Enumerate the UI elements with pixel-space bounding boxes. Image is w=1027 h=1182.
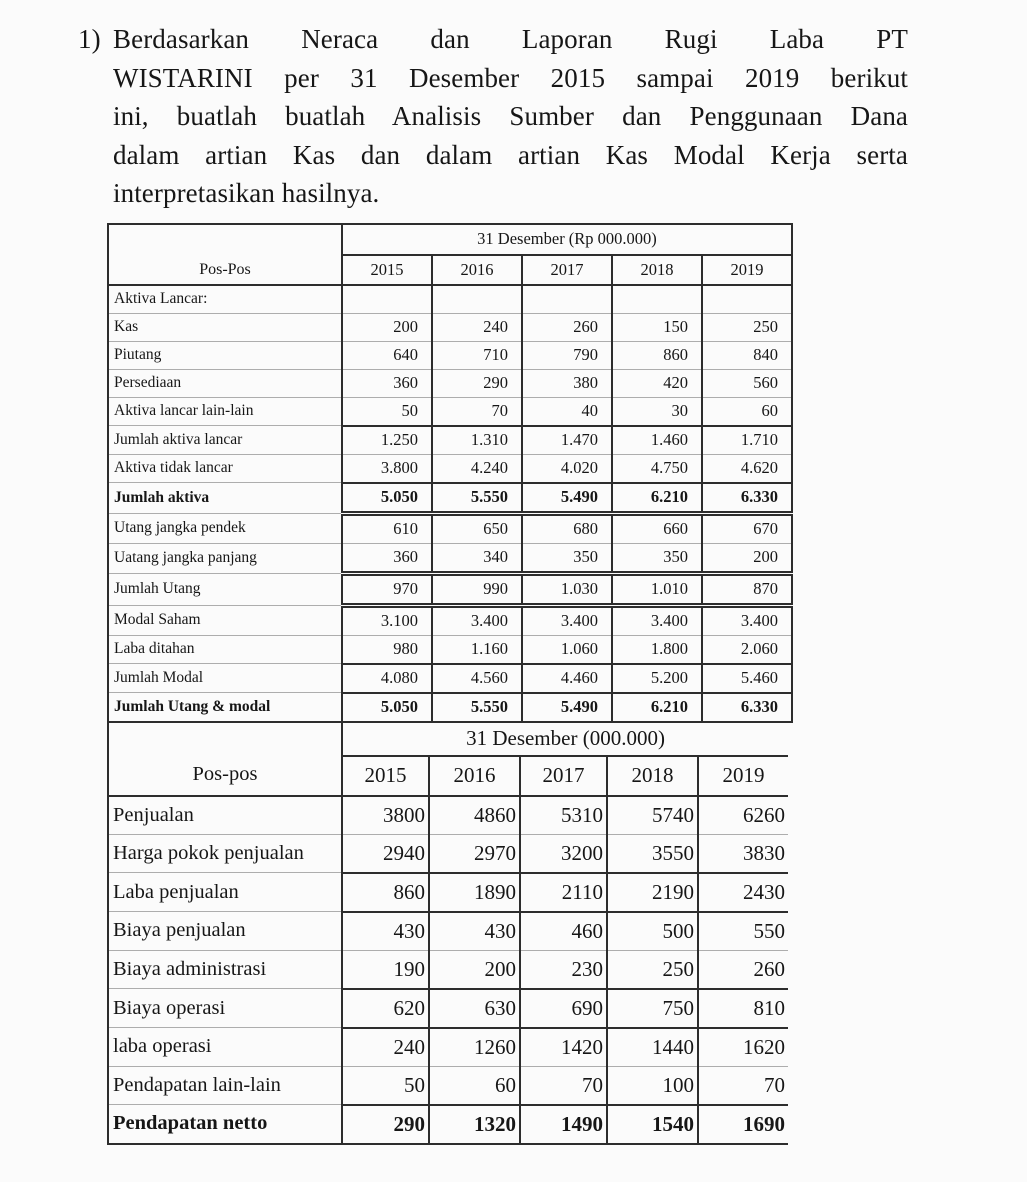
cell-value: 5.200: [612, 664, 702, 693]
cell-value: 620: [342, 989, 429, 1028]
cell-value: 70: [698, 1066, 788, 1105]
cell-value: 190: [342, 950, 429, 989]
row-label: Laba penjualan: [108, 873, 342, 912]
table-row: [108, 796, 788, 835]
cell-value: 1.710: [702, 426, 792, 455]
question-text: [113, 20, 908, 213]
table-row: [108, 1066, 788, 1105]
cell-value: 6260: [698, 796, 788, 835]
cell-value: 5310: [520, 796, 607, 835]
cell-value: 30: [612, 397, 702, 426]
cell-value: 630: [429, 989, 520, 1028]
cell-value: 4.560: [432, 664, 522, 693]
year-header: 2015: [342, 255, 432, 285]
question-line: interpretasikan hasilnya.: [113, 178, 380, 208]
cell-value: 1.010: [612, 573, 702, 605]
cell-value: 200: [342, 313, 432, 341]
cell-value: 1490: [520, 1105, 607, 1144]
cell-value: 990: [432, 573, 522, 605]
table-row: [108, 313, 792, 341]
cell-value: 1620: [698, 1028, 788, 1067]
year-header: 2019: [698, 756, 788, 796]
cell-value: 3.400: [432, 605, 522, 635]
table-row: [108, 664, 792, 693]
cell-value: 70: [432, 397, 522, 426]
cell-value: 50: [342, 397, 432, 426]
cell-value: 670: [702, 513, 792, 543]
cell-value: 200: [429, 950, 520, 989]
cell-value: 50: [342, 1066, 429, 1105]
table-row: [108, 426, 792, 455]
cell-value: 860: [612, 341, 702, 369]
year-header: 2017: [520, 756, 607, 796]
balance-sheet-table: [107, 223, 793, 723]
cell-value: 5.490: [522, 483, 612, 514]
table-row: [108, 397, 792, 426]
cell-value: 1.460: [612, 426, 702, 455]
cell-value: 5.050: [342, 693, 432, 722]
cell-value: 250: [607, 950, 698, 989]
cell-value: 200: [702, 543, 792, 573]
cell-value: 420: [612, 369, 702, 397]
cell-value: 360: [342, 543, 432, 573]
table-row: [108, 912, 788, 951]
question-line: dalam artian Kas dan dalam artian Kas Modal Kerja serta: [113, 139, 908, 170]
table-row: [108, 635, 792, 664]
table-row: [108, 513, 792, 543]
cell-value: 3200: [520, 834, 607, 873]
cell-value: 4.620: [702, 454, 792, 483]
cell-value: 640: [342, 341, 432, 369]
cell-value: 60: [429, 1066, 520, 1105]
cell-value: 2430: [698, 873, 788, 912]
cell-value: 290: [432, 369, 522, 397]
cell-value: 810: [698, 989, 788, 1028]
table-row: [108, 1105, 788, 1144]
cell-value: 1.060: [522, 635, 612, 664]
row-label: Pendapatan netto: [108, 1105, 342, 1144]
question-line: Berdasarkan Neraca dan Laporan Rugi Laba PT: [113, 24, 908, 54]
cell-value: 260: [522, 313, 612, 341]
cell-value: 1260: [429, 1028, 520, 1067]
row-label: Pendapatan lain-lain: [108, 1066, 342, 1105]
cell-value: 1.250: [342, 426, 432, 455]
year-header: 2016: [429, 756, 520, 796]
cell-value: 350: [522, 543, 612, 573]
row-label: Jumlah aktiva lancar: [108, 426, 342, 455]
cell-value: 40: [522, 397, 612, 426]
row-label: Biaya administrasi: [108, 950, 342, 989]
row-label: Persediaan: [108, 369, 342, 397]
cell-value: 1.030: [522, 573, 612, 605]
cell-value: 1540: [607, 1105, 698, 1144]
row-label: Modal Saham: [108, 605, 342, 635]
document-page: [0, 20, 1027, 1182]
cell-value: 3.800: [342, 454, 432, 483]
row-label: Jumlah Utang: [108, 573, 342, 605]
cell-value: 240: [432, 313, 522, 341]
table-row: [108, 950, 788, 989]
table-row: [108, 989, 788, 1028]
cell-value: 860: [342, 873, 429, 912]
row-label: Aktiva tidak lancar: [108, 454, 342, 483]
row-label: Aktiva lancar lain-lain: [108, 397, 342, 426]
cell-value: 2970: [429, 834, 520, 873]
cell-value: 560: [702, 369, 792, 397]
table-row: [108, 285, 792, 314]
year-header: 2016: [432, 255, 522, 285]
cell-value: 5.050: [342, 483, 432, 514]
cell-value: 680: [522, 513, 612, 543]
cell-value: 4.460: [522, 664, 612, 693]
row-label: Penjualan: [108, 796, 342, 835]
table-row: [108, 341, 792, 369]
year-header: 2019: [702, 255, 792, 285]
cell-value: 240: [342, 1028, 429, 1067]
table-header-row: [108, 723, 788, 756]
table-row: [108, 873, 788, 912]
cell-value: 6.210: [612, 483, 702, 514]
cell-value: 1.470: [522, 426, 612, 455]
cell-value: 3550: [607, 834, 698, 873]
cell-value: [342, 285, 432, 314]
cell-value: 150: [612, 313, 702, 341]
cell-value: 3800: [342, 796, 429, 835]
cell-value: 250: [702, 313, 792, 341]
cell-value: 290: [342, 1105, 429, 1144]
year-header: 2018: [607, 756, 698, 796]
cell-value: 2940: [342, 834, 429, 873]
income-statement-table: [107, 723, 788, 1145]
cell-value: 260: [698, 950, 788, 989]
row-label: Jumlah aktiva: [108, 483, 342, 514]
cell-value: [432, 285, 522, 314]
cell-value: 1320: [429, 1105, 520, 1144]
pos-pos-header: Pos-pos: [108, 723, 342, 796]
cell-value: [522, 285, 612, 314]
row-label: Harga pokok penjualan: [108, 834, 342, 873]
question-line: WISTARINI per 31 Desember 2015 sampai 2019 berikut: [113, 62, 908, 93]
cell-value: 230: [520, 950, 607, 989]
row-label: Kas: [108, 313, 342, 341]
question: [78, 20, 908, 213]
table-row: [108, 834, 788, 873]
cell-value: 1.800: [612, 635, 702, 664]
table-header-row: [108, 224, 792, 255]
row-label: Aktiva Lancar:: [108, 285, 342, 314]
cell-value: 4.750: [612, 454, 702, 483]
table-row: [108, 483, 792, 514]
cell-value: 690: [520, 989, 607, 1028]
cell-value: 4860: [429, 796, 520, 835]
cell-value: 500: [607, 912, 698, 951]
row-label: Biaya penjualan: [108, 912, 342, 951]
cell-value: 430: [342, 912, 429, 951]
table-row: [108, 369, 792, 397]
row-label: Utang jangka pendek: [108, 513, 342, 543]
cell-value: 3830: [698, 834, 788, 873]
row-label: Jumlah Modal: [108, 664, 342, 693]
cell-value: 1.310: [432, 426, 522, 455]
cell-value: 1420: [520, 1028, 607, 1067]
cell-value: 100: [607, 1066, 698, 1105]
cell-value: 5.550: [432, 483, 522, 514]
row-label: Piutang: [108, 341, 342, 369]
table-row: [108, 573, 792, 605]
year-header: 2015: [342, 756, 429, 796]
question-line: ini, buatlah buatlah Analisis Sumber dan Penggunaan Dana: [113, 101, 908, 131]
cell-value: 70: [520, 1066, 607, 1105]
table-row: [108, 1028, 788, 1067]
period-header: 31 Desember (Rp 000.000): [342, 224, 792, 255]
cell-value: 60: [702, 397, 792, 426]
pos-pos-header: Pos-Pos: [108, 224, 342, 285]
table-row: [108, 543, 792, 573]
cell-value: 650: [432, 513, 522, 543]
cell-value: 460: [520, 912, 607, 951]
cell-value: 430: [429, 912, 520, 951]
cell-value: 970: [342, 573, 432, 605]
cell-value: 1440: [607, 1028, 698, 1067]
cell-value: 980: [342, 635, 432, 664]
cell-value: 340: [432, 543, 522, 573]
row-label: Biaya operasi: [108, 989, 342, 1028]
cell-value: [702, 285, 792, 314]
cell-value: 2.060: [702, 635, 792, 664]
table-row: [108, 693, 792, 722]
cell-value: 1690: [698, 1105, 788, 1144]
cell-value: 790: [522, 341, 612, 369]
period-header: 31 Desember (000.000): [342, 723, 788, 756]
cell-value: 6.210: [612, 693, 702, 722]
cell-value: 5740: [607, 796, 698, 835]
table-row: [108, 605, 792, 635]
cell-value: 710: [432, 341, 522, 369]
cell-value: 5.460: [702, 664, 792, 693]
cell-value: 4.020: [522, 454, 612, 483]
cell-value: 6.330: [702, 483, 792, 514]
cell-value: 1.160: [432, 635, 522, 664]
row-label: Jumlah Utang & modal: [108, 693, 342, 722]
cell-value: 4.240: [432, 454, 522, 483]
year-header: 2018: [612, 255, 702, 285]
cell-value: 660: [612, 513, 702, 543]
question-number: 1): [78, 24, 101, 54]
cell-value: 380: [522, 369, 612, 397]
cell-value: 750: [607, 989, 698, 1028]
cell-value: 360: [342, 369, 432, 397]
cell-value: 870: [702, 573, 792, 605]
cell-value: 5.550: [432, 693, 522, 722]
cell-value: 550: [698, 912, 788, 951]
cell-value: 1890: [429, 873, 520, 912]
year-header: 2017: [522, 255, 612, 285]
cell-value: 2190: [607, 873, 698, 912]
cell-value: 610: [342, 513, 432, 543]
cell-value: 3.400: [702, 605, 792, 635]
cell-value: 5.490: [522, 693, 612, 722]
cell-value: [612, 285, 702, 314]
row-label: laba operasi: [108, 1028, 342, 1067]
cell-value: 840: [702, 341, 792, 369]
cell-value: 350: [612, 543, 702, 573]
row-label: Uatang jangka panjang: [108, 543, 342, 573]
cell-value: 3.400: [522, 605, 612, 635]
cell-value: 4.080: [342, 664, 432, 693]
cell-value: 2110: [520, 873, 607, 912]
cell-value: 6.330: [702, 693, 792, 722]
table-row: [108, 454, 792, 483]
row-label: Laba ditahan: [108, 635, 342, 664]
cell-value: 3.100: [342, 605, 432, 635]
cell-value: 3.400: [612, 605, 702, 635]
